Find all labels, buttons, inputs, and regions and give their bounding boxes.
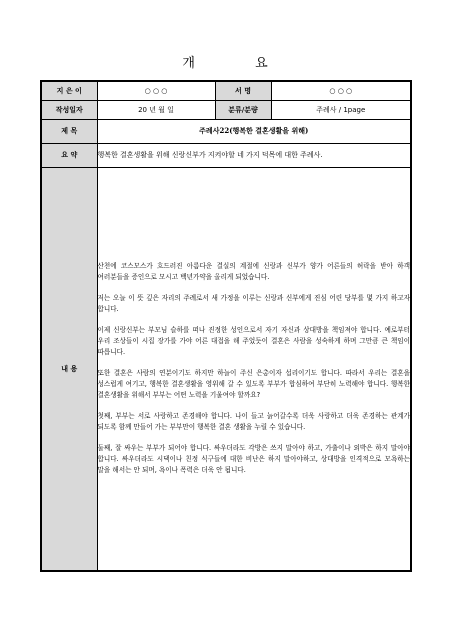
row-content — [41, 167, 411, 571]
date-value: 20 년 월 일 — [97, 100, 215, 119]
summary-value: 행복한 결혼생활을 위해 신랑신부가 지켜야할 네 가지 덕목에 대한 주례사. — [97, 143, 411, 167]
content-paragraph: 이제 신랑신부는 부모님 슬하를 떠나 진정한 성인으로서 자기 자신과 상대방을 책임져야 합니다. 예로부터 우리 조상들이 시집 장가를 가야 어른 대접을 해 주었듯이 결혼은 사람을 성숙하게 하며 그만큼 큰 책임이 따릅니다. — [97, 326, 410, 357]
content-paragraph: 둘째, 잘 싸우는 부부가 되어야 합니다. 싸우더라도 각방은 쓰지 말아야 하고, 가출이나 외박은 하지 말아야 합니다. 싸우더라도 시댁이나 친정 식구들에 대한 비난은 하지 말아야하고, 상대방을 인격적으로 모욕하는 말을 해서는 안 되며, 욕이나 폭력은 더욱 안 됩니다. — [97, 444, 410, 475]
document-title: 개 요 — [182, 56, 296, 71]
content-paragraph: 또한 결혼은 사람의 연분이기도 하지만 하늘이 주신 은총이자 섭리이기도 합니다. 따라서 우리는 결혼을 성스럽게 여기고, 행복한 결혼생활을 영위해 갈 수 있도록 부부가 합심하여 부단히 노력해야 합니다. 행복한 결혼생활을 위해서 부부는 어떤 노력을 기울여야 할까요? — [97, 369, 410, 400]
summary-label: 요 약 — [41, 143, 97, 167]
content-paragraph: 산천에 코스모스가 흐드러진 아름다운 결실의 계절에 신랑과 신부가 양가 어른들의 허락을 받아 하객 여러분들을 증인으로 모시고 백년가약을 올리게 되었습니다. — [97, 262, 410, 282]
content-paragraph: 첫째, 부부는 서로 사랑하고 존경해야 합니다. 나이 들고 늙어갈수록 더욱 사랑하고 더욱 존경하는 관계가 되도록 함께 만들어 가는 부부만이 행복한 결혼 생활을 누릴 수 있습니다. — [97, 412, 410, 432]
content-paragraph: 저는 오늘 이 뜻 깊은 자리의 주례로서 새 가정을 이루는 신랑과 신부에게 진심 어린 당부를 몇 가지 하고자 합니다. — [97, 294, 410, 314]
content-body — [97, 167, 411, 571]
content-label: 내 용 — [41, 167, 97, 571]
signature-value: ○ ○ ○ — [271, 81, 411, 100]
subject-value: 주례사22(행복한 결혼생활을 위해) — [97, 119, 411, 143]
row-summary — [41, 143, 411, 167]
subject-label: 제 목 — [41, 119, 97, 143]
author-value: ○ ○ ○ — [97, 81, 215, 100]
signature-label: 서 명 — [215, 81, 271, 100]
row-subject — [41, 119, 411, 143]
row-author — [41, 81, 411, 100]
row-date — [41, 100, 411, 119]
author-label: 지 은 이 — [41, 81, 97, 100]
category-value: 주례사 / 1page — [271, 100, 411, 119]
category-label: 분류/분량 — [215, 100, 271, 119]
date-label: 작성일자 — [41, 100, 97, 119]
summary-form-table — [40, 80, 412, 572]
